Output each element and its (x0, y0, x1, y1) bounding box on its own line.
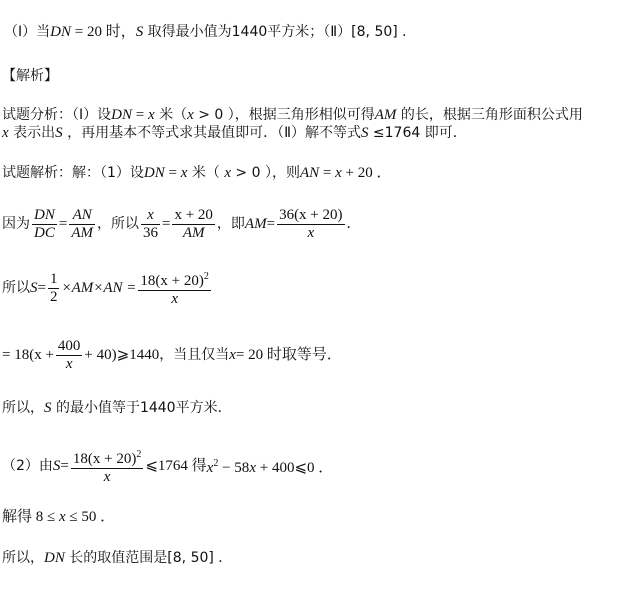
var-s: S (44, 400, 52, 416)
fraction-an-am: $\frac{AN}{AM}$ (71, 206, 93, 241)
solve-line: 解得 8 ≤ x ≤ 50 ． (2, 509, 116, 525)
solution-text: 试题解析：解：（1）设 (2, 165, 144, 181)
solution-line (2, 164, 392, 182)
bound-expr: + 40)⩾1440 (84, 347, 160, 363)
fraction-am-value: $\frac{36(x + 20)}{x}$ (279, 206, 343, 241)
var-s: S (52, 458, 61, 474)
bound-line (2, 335, 342, 375)
analysis-text: 试题分析：（Ⅰ）设 (2, 107, 112, 123)
var-x: x (249, 460, 256, 476)
analysis-text: 米（ (154, 107, 188, 123)
analysis-heading: 【解析】 (2, 68, 58, 84)
fraction-half: $\frac{1}{2}$ (49, 270, 58, 305)
var-x: x (335, 165, 342, 181)
var-an: AN (299, 165, 320, 181)
part2-line: （2）由S= $\frac{18(x + 20)^2}{x}$ ⩽1764 得$x^2 - 58x$ + 400⩽0 ． (2, 442, 333, 490)
var-dn: DN (143, 165, 165, 181)
var-dn: DN (50, 24, 71, 40)
bound-text: ，当且仅当 (159, 347, 230, 363)
var-x: x (229, 347, 236, 363)
solution-text: > 0 ），则 (230, 165, 300, 181)
answer-text: = 20 时， (70, 24, 136, 40)
analysis-line-2 (2, 124, 467, 142)
ratio-text: ，所以 (96, 216, 139, 232)
final-line: 所以，DN 长的取值范围是[8, 50] ． (2, 550, 233, 566)
var-x: x (180, 165, 188, 181)
minimum-line: 所以，S 的最小值等于1440平方米． (2, 400, 232, 416)
var-s: S (360, 125, 369, 141)
solution-text: 米（ (187, 165, 225, 181)
var-am: AM (374, 107, 397, 123)
var-x: x (147, 107, 155, 123)
area-line: 所以S= $\frac{1}{2}$ ×AM×AN = $\frac{18(x + 20)^2}{x}$ (2, 266, 213, 310)
ratio-text: ，即 (216, 216, 245, 232)
fraction-area: $\frac{18(x + 20)^2}{x}$ (140, 271, 209, 307)
fraction-400-x: $\frac{400}{x}$ (57, 337, 81, 372)
analysis-text: = (131, 107, 148, 123)
var-am: AM (244, 216, 267, 232)
area-product: ×AM×AN = (61, 280, 137, 296)
fraction-dn-dc: $\frac{DN}{DC}$ (34, 206, 55, 241)
var-x: x (2, 125, 9, 141)
bound-expr: = 18(x + (2, 347, 54, 363)
analysis-text: ，再用基本不等式求其最值即可．（Ⅱ）解不等式 (62, 125, 361, 141)
ratio-text: 因为 (2, 216, 30, 232)
analysis-text: 的长，根据三角形面积公式用 (396, 107, 583, 123)
solution-text: = (164, 165, 181, 181)
part2-text: ⩽1764 得 (145, 458, 207, 474)
var-s: S (135, 24, 144, 40)
analysis-text: ≤1764 即可． (368, 125, 467, 141)
var-x: x (187, 107, 194, 123)
bound-text: = 20 时取等号． (235, 347, 342, 363)
fraction-xplus20-am: $\frac{x + 20}{AM}$ (174, 206, 213, 241)
var-x: x (58, 509, 66, 525)
var-s: S (55, 125, 63, 141)
solution-text: + 20 ． (341, 165, 392, 181)
solution-text: = (319, 165, 336, 181)
ratio-line: 因为 $\frac{DN}{DC}$ = $\frac{AN}{AM}$ ，所以 $\frac{x}{36}$ = $\frac{x + 20}{AM}$ ，即AM= $\frac{36(x + 20)}{x}$ ． (2, 204, 361, 244)
var-s: S (30, 280, 38, 296)
answer-text: （Ⅰ）当 (4, 24, 51, 40)
area-text: 所以 (2, 280, 30, 296)
fraction-x-36: $\frac{x}{36}$ (142, 206, 158, 241)
part2-text: （2）由 (2, 458, 53, 474)
var-dn: DN (111, 107, 132, 123)
analysis-text: 表示出 (8, 125, 56, 141)
var-x: x (206, 460, 214, 476)
var-x: x (224, 165, 231, 181)
answer-text: 取得最小值为1440平方米；（Ⅱ）[8, 50] ． (143, 24, 417, 40)
analysis-line-1 (2, 106, 583, 124)
var-dn: DN (44, 550, 65, 566)
answer-line (4, 23, 416, 41)
analysis-text: > 0 ），根据三角形相似可得 (193, 107, 375, 123)
fraction-area: $\frac{18(x + 20)^2}{x}$ (72, 449, 142, 485)
